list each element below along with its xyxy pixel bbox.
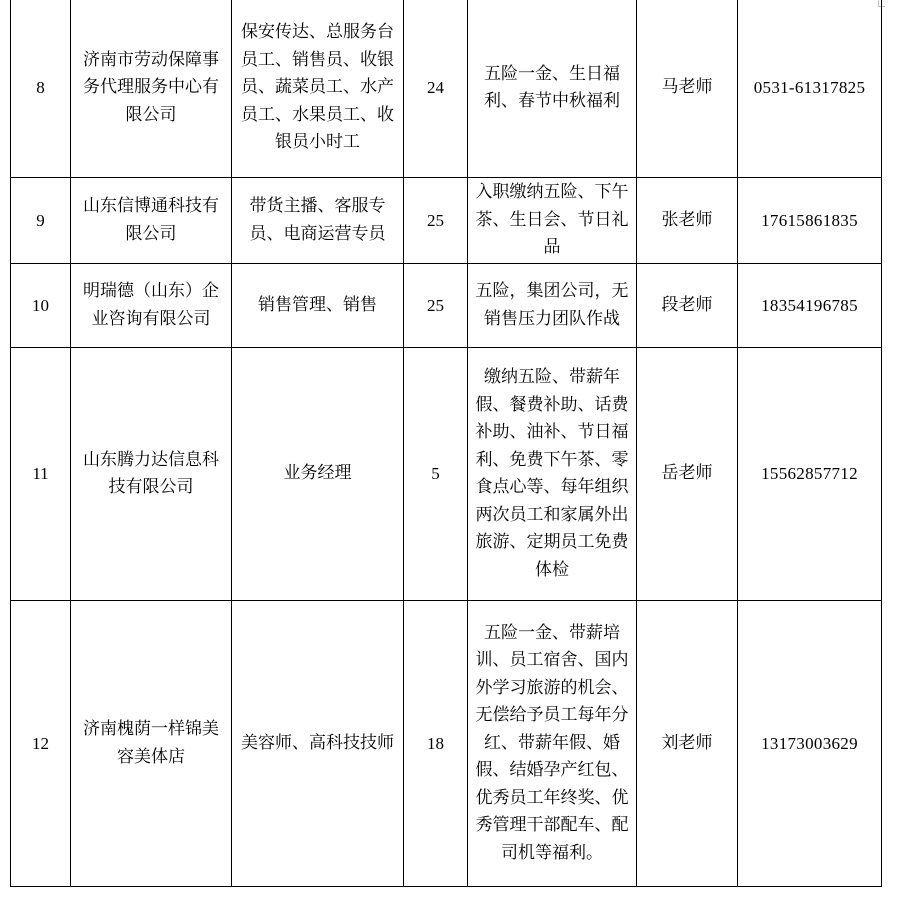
company-name: 济南槐荫一样锦美容美体店 (71, 601, 232, 887)
table-row (11, 178, 882, 264)
row-number: 10 (11, 264, 71, 348)
benefits: 入职缴纳五险、下午茶、生日会、节日礼品 (468, 178, 637, 264)
benefits: 缴纳五险、带薪年假、餐费补助、话费补助、油补、节日福利、免费下午茶、零食点心等、每年组织两次员工和家属外出旅游、定期员工免费体检 (468, 348, 637, 601)
headcount: 5 (404, 348, 468, 601)
company-name: 济南市劳动保障事务代理服务中心有限公司 (71, 0, 232, 178)
contact-phone: 18354196785 (738, 264, 882, 348)
positions: 业务经理 (232, 348, 404, 601)
positions: 销售管理、销售 (232, 264, 404, 348)
contact-person: 刘老师 (637, 601, 738, 887)
positions: 美容师、高科技技师 (232, 601, 404, 887)
job-listing-table (10, 0, 882, 887)
row-number: 12 (11, 601, 71, 887)
benefits: 五险一金、带薪培训、员工宿舍、国内外学习旅游的机会、无偿给予员工每年分红、带薪年假、婚假、结婚孕产红包、优秀员工年终奖、优秀管理干部配车、配司机等福利。 (468, 601, 637, 887)
benefits: 五险一金、生日福利、春节中秋福利 (468, 0, 637, 178)
table-row (11, 348, 882, 601)
row-number: 9 (11, 178, 71, 264)
positions: 保安传达、总服务台员工、销售员、收银员、蔬菜员工、水产员工、水果员工、收银员小时工 (232, 0, 404, 178)
contact-person: 岳老师 (637, 348, 738, 601)
contact-person: 张老师 (637, 178, 738, 264)
contact-person: 马老师 (637, 0, 738, 178)
contact-phone: 13173003629 (738, 601, 882, 887)
company-name: 山东腾力达信息科技有限公司 (71, 348, 232, 601)
contact-phone: 17615861835 (738, 178, 882, 264)
positions: 带货主播、客服专员、电商运营专员 (232, 178, 404, 264)
benefits: 五险，集团公司，无销售压力团队作战 (468, 264, 637, 348)
row-number: 11 (11, 348, 71, 601)
table-row (11, 264, 882, 348)
headcount: 24 (404, 0, 468, 178)
headcount: 25 (404, 264, 468, 348)
table-row (11, 601, 882, 887)
contact-phone: 0531-61317825 (738, 0, 882, 178)
company-name: 明瑞德（山东）企业咨询有限公司 (71, 264, 232, 348)
row-number: 8 (11, 0, 71, 178)
table-row (11, 0, 882, 178)
contact-person: 段老师 (637, 264, 738, 348)
headcount: 25 (404, 178, 468, 264)
company-name: 山东信博通科技有限公司 (71, 178, 232, 264)
contact-phone: 15562857712 (738, 348, 882, 601)
headcount: 18 (404, 601, 468, 887)
